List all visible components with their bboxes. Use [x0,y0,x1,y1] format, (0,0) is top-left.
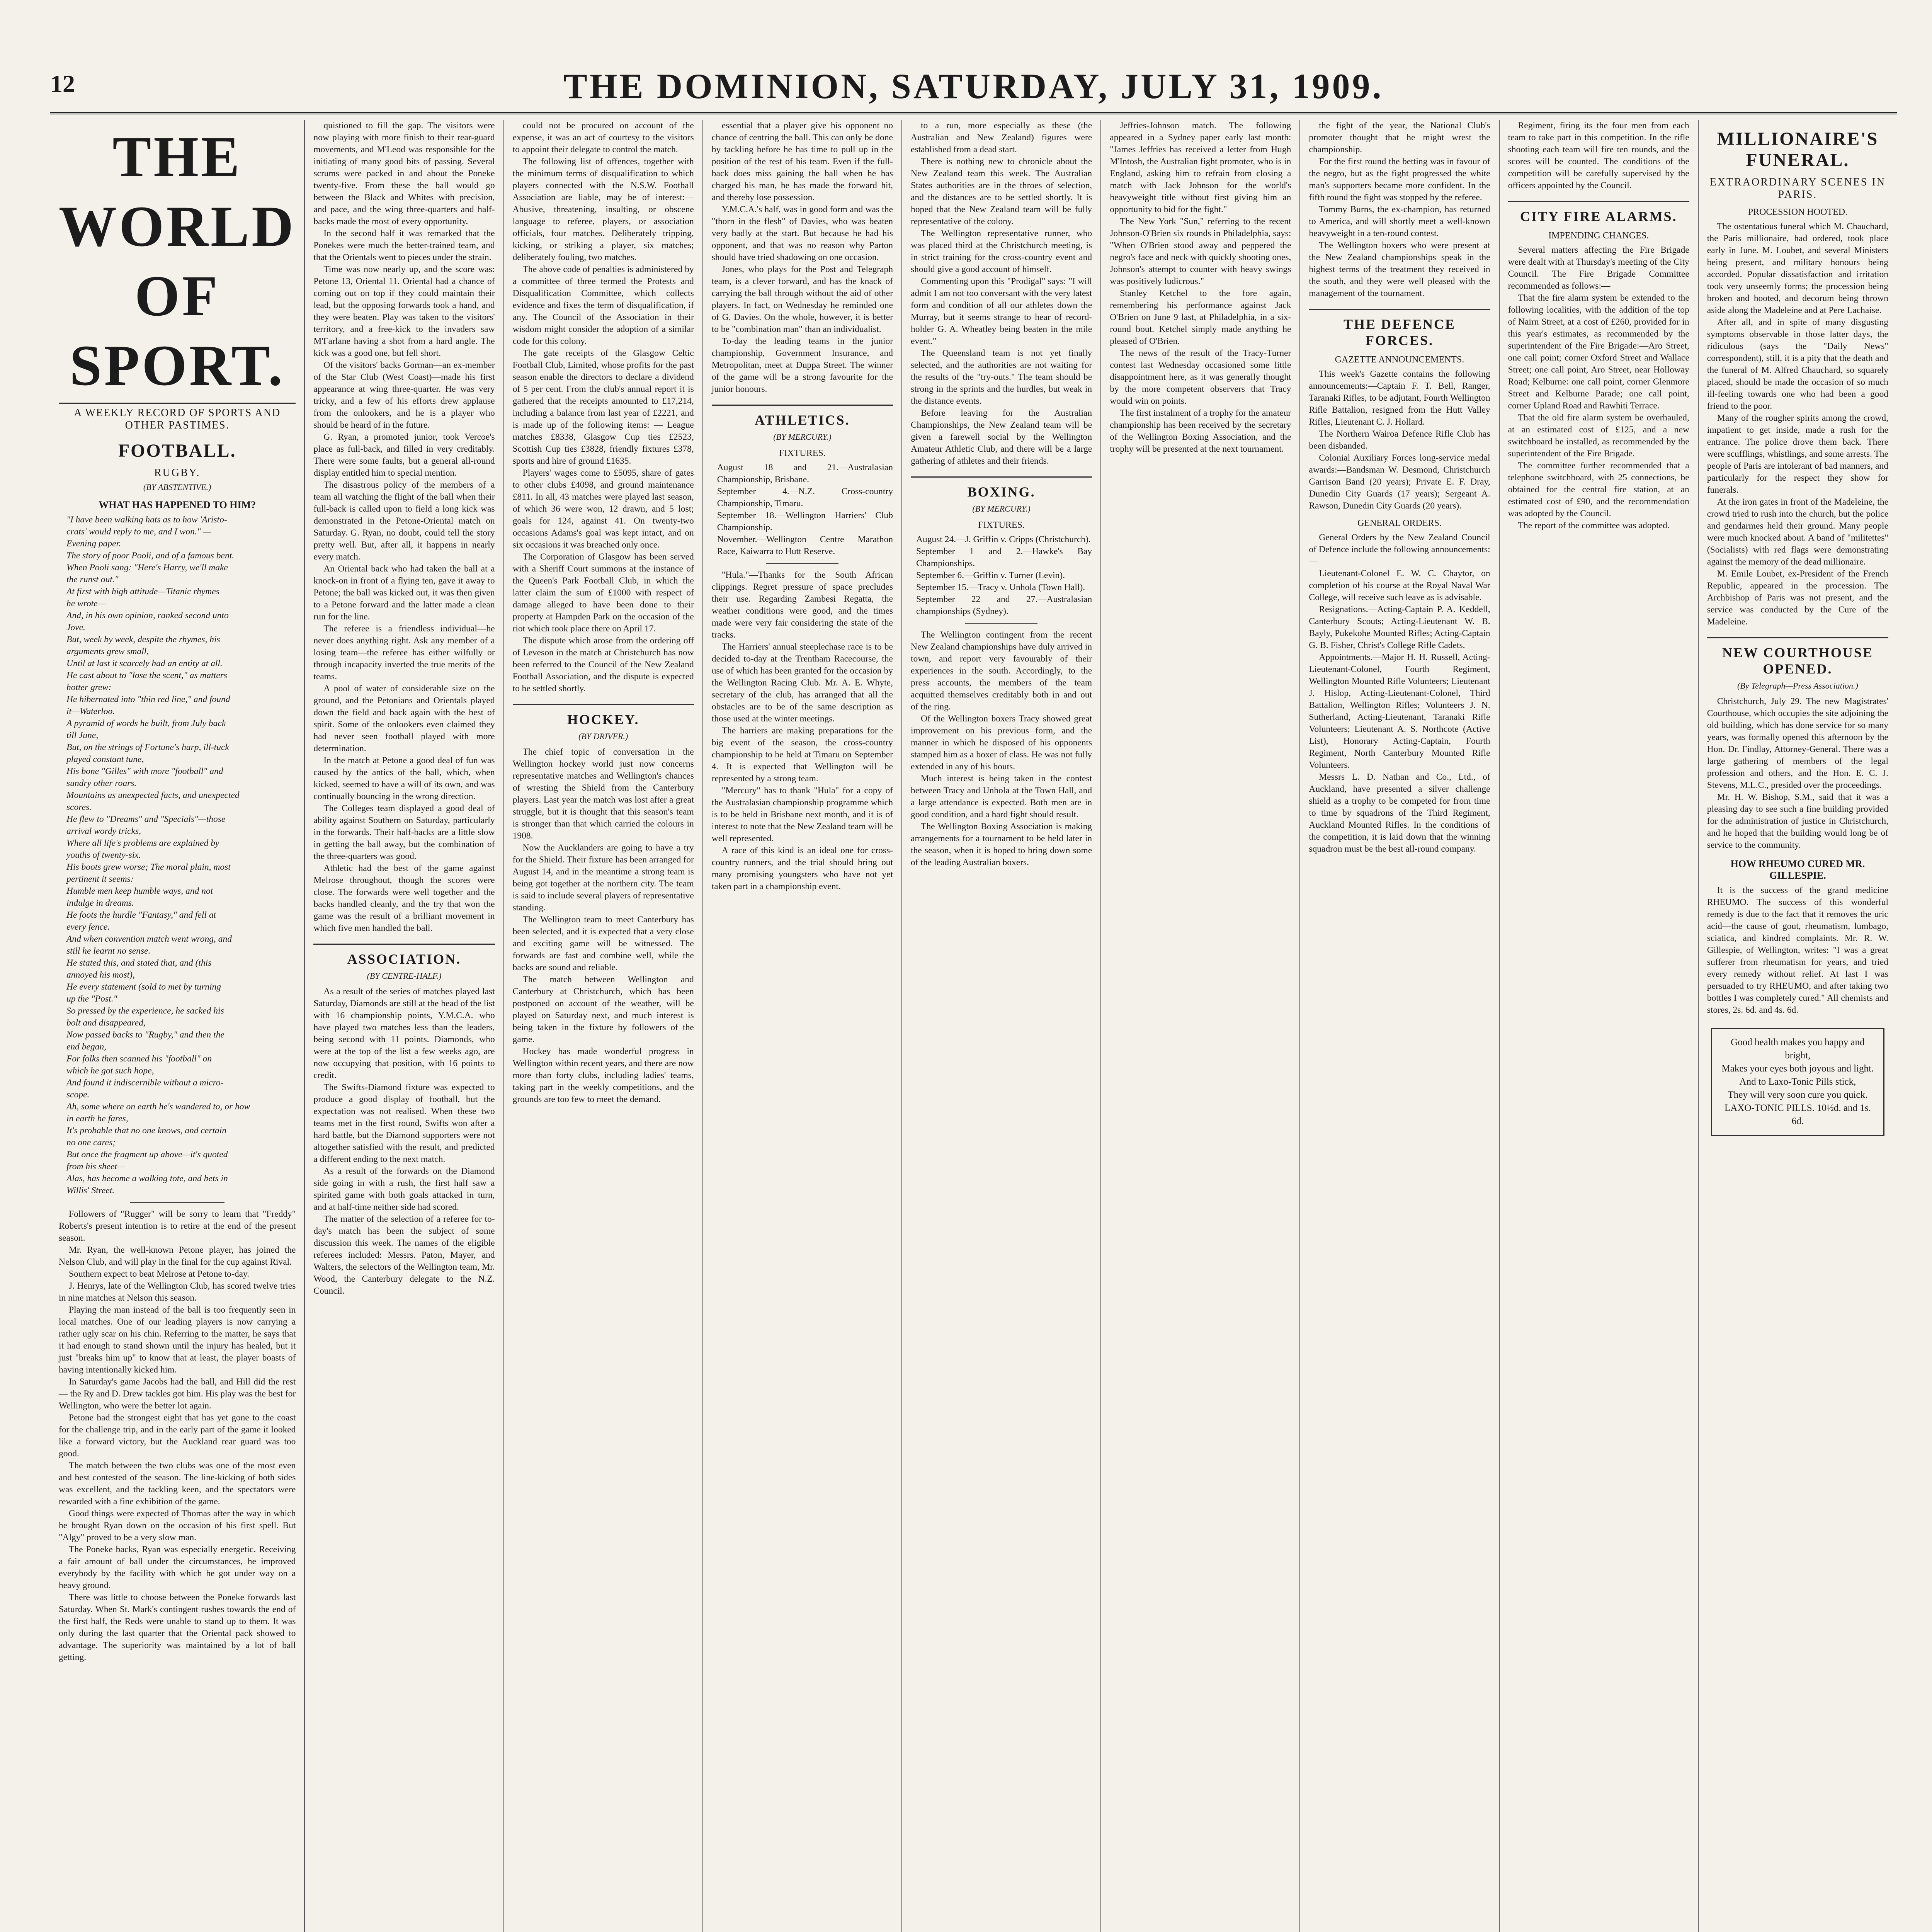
article-paragraph: There is nothing new to chronicle about the New Zealand team this week. The Australian States authorities are in the throes of selection, and the distances are to be settled shortly. It is hoped that the New Zealand team will be fully representative of the colony. [910,156,1092,226]
football-heading: FOOTBALL. [118,440,236,461]
poem-line: every fence. [66,922,110,932]
poem-line: bolt and disappeared, [66,1018,146,1028]
fixture-item: August 18 and 21.—Australasian Championship, Brisbane. [717,463,893,485]
fixture-item: September 15.—Tracy v. Unhola (Town Hall). [916,582,1085,592]
poem-line: Where all life's problems are explained by [66,838,219,848]
article-paragraph: Now the Aucklanders are going to have a try for the Shield. Their fixture has been arranged for August 14, and in the meantime a strong team is being got together at the northern city. The team is said to include several players of representative standing. [512,843,694,913]
poem-line: His bone "Gilles" with more "football" and [66,766,223,776]
article-paragraph: Several matters affecting the Fire Brigade were dealt with at Thursday's meeting of the City Council. The Fire Brigade Committee recommended as follows:— [1508,245,1689,291]
millionaire-subheading: EXTRAORDINARY SCENES IN PARIS. [1709,176,1886,201]
article-paragraph: Appointments.—Major H. H. Russell, Acting-Lieutenant-Colonel, Fourth Regiment, Wellington Mounted Rifle Volunteers; Lieutenant J. Hislop, Acting-Lieutenant-Colonel, Third Battalion, Wellington Rifles; Volunteers J. N. Sutherland, Acting-Lieutenant, Taranaki Rifle Volunteers; Lieutenant A. S. Northcote (Active List), Honorary Acting-Captain, Fourth Regiment, North Canterbury Mounted Rifle Volunteers. [1309,652,1490,770]
poem-line: till June, [66,730,99,740]
article-paragraph: Stanley Ketchel to the fore again, remembering his performance against Jack O'Brien on June 9 last, at Philadelphia, in a six-round bout. Ketchel simply made anything he pleased of O'Brien. [1110,288,1291,346]
article-paragraph: Jones, who plays for the Post and Telegraph team, is a clever forward, and has the knack of carrying the ball through without the aid of other players. In fact, on Wednesday he reminded one of G. Davies. On the whole, however, it is better to be "combination man" than an individualist. [711,264,893,334]
poem-line: At first with high attitude—Titanic rhymes [66,587,219,597]
article-paragraph: This week's Gazette contains the following announcements:—Captain F. T. Bell, Ranger, Taranaki Rifles, to be adjutant, Fourth Wellington Rifle Battalion, resigned from the Hutt Valley Rifles, Lieutenant C. J. Hollard. [1309,369,1490,427]
boxing-heading: BOXING. [911,476,1092,500]
article-paragraph: could not be procured on account of the expense, it was an act of courtesy to the visitors to appoint their delegate to control the match. [512,121,694,155]
poem-line: He cast about to "lose the scent," as matters [66,670,227,680]
poem-line: But, week by week, despite the rhymes, his [66,634,220,645]
poem-line: scope. [66,1090,90,1100]
advert-line: Makes your eyes both joyous and light. [1721,1063,1874,1074]
poem-line: It's probable that no one knows, and certain [66,1126,227,1136]
laxo-tonic-advert [1711,1028,1884,1136]
article-paragraph: "Hula."—Thanks for the South African clippings. Regret pressure of space precludes their use. Regarding Zambesi Regatta, the weather conditions were good, and the times made were very fair considering the state of the tracks. [711,570,893,640]
courthouse-heading: NEW COURTHOUSE OPENED. [1707,637,1888,677]
article-paragraph: The Corporation of Glasgow has been served with a Sheriff Court summons at the instance of the Queen's Park Football Club, in which the latter claim the sum of £1000 with respect of damage alleged to have been done to their property at Hampden Park on the occasion of the riot which took place there on April 17. [512,552,694,634]
fixture-item: November.—Wellington Centre Marathon Race, Kaiwarra to Hutt Reserve. [717,534,893,556]
fixture-item: August 24.—J. Griffin v. Cripps (Christchurch). [916,534,1091,544]
article-paragraph: Tommy Burns, the ex-champion, has returned to America, and will shortly meet a well-known heavyweight in a ten-round contest. [1309,204,1490,238]
article-paragraph: "Mercury" has to thank "Hula" for a copy of the Australasian championship programme which is to be held in Brisbane next month, and it is of interest to note that the New Zealand team will be well represented. [711,786,893,844]
poem-line: He hibernated into "thin red line," and found [66,694,230,704]
poem-line: which he got such hope, [66,1066,154,1076]
column-2 [304,120,503,1932]
advert-line: LAXO-TONIC PILLS. 10½d. and 1s. 6d. [1725,1103,1871,1126]
article-paragraph: M. Emile Loubet, ex-President of the French Republic, appeared in the procession. The Archbishop of Paris was not present, and the service was conducted by the Cure of the Madeleine. [1707,569,1888,627]
article-paragraph: Playing the man instead of the ball is too frequently seen in local matches. One of our leading players is now carrying a rather ugly scar on his chin. Referring to the matter, he says that it had enough to stand shown until the injury has healed, but it just "breaks him up" to know that at least, the player boasts of having intentionally kicked him. [59,1305,296,1375]
gazette-heading: GAZETTE ANNOUNCEMENTS. [1335,355,1464,365]
article-paragraph: An Oriental back who had taken the ball at a knock-on in front of a flying ten, gave it away to Petone; the ball was kicked out, it was then given to a Petone forward and the latter made a clean run for the line. [313,564,495,622]
poem-line: Jove. [66,622,85,633]
poem-line: from his sheet— [66,1162,125,1172]
poem-line: in earth he fares, [66,1114,128,1124]
fixtures-heading: FIXTURES. [978,520,1025,530]
poem-line: And when convention match went wrong, and [66,934,232,944]
article-paragraph: Before leaving for the Australian Championships, the New Zealand team will be given a farewell social by the Wellington Amateur Athletic Club, and there will be a large gathering of athletes and their friends. [910,408,1092,466]
column-6 [1100,120,1299,1932]
rugby-heading: RUGBY. [154,467,201,479]
article-paragraph: The disastrous policy of the members of a team all watching the flight of the ball when their full-back is called upon to field a long kick was demonstrated in the Petone-Oriental match on Saturday. G. Ryan, no doubt, could tell the story pretty well. But, after all, it happens in nearly every match. [313,480,495,562]
columns [50,120,1897,1932]
article-paragraph: Resignations.—Acting-Captain P. A. Keddell, Canterbury Scouts; Acting-Lieutenant W. B. Bayly, Pukekohe Mounted Rifles; Acting-Captain G. B. Fisher, Christ's College Rifle Cadets. [1309,604,1490,650]
article-paragraph: Much interest is being taken in the contest between Tracy and Unhola at the Town Hall, and a large attendance is expected. Both men are in good condition, and a hard fight should result. [910,774,1092,820]
article-paragraph: to a run, more especially as these (the Australian and New Zealand) figures were established from a dead start. [910,121,1092,155]
article-paragraph: The gate receipts of the Glasgow Celtic Football Club, Limited, whose profits for the past season enable the directors to declare a dividend of 5 per cent. From the club's annual report it is gathered that the receipts amounted to £17,214, including a balance from last year of £2221, and is made up of the following items: — League matches £8338, Glasgow Cup ties £2523, Scottish Cup ties £3828, friendly fixtures £378, sports and hire of ground £1635. [512,348,694,466]
article-paragraph: The matter of the selection of a referee for to-day's match has been the subject of some discussion this week. The names of the eligible referees included: Messrs. Paton, Mayer, and Walters, the selectors of the Wellington team, Mr. Wood, the Canterbury delegate to the N.Z. Council. [313,1214,495,1296]
masthead: THE DOMINION, SATURDAY, JULY 31, 1909. [563,66,1384,106]
page-number: 12 [50,70,75,97]
article-paragraph: Colonial Auxiliary Forces long-service medal awards:—Bandsman W. Desmond, Christchurch Garrison Band (20 years); Private E. F. Dray, Dunedin City Guards (17 years); Sergeant A. Rawson, Dunedin City Guards (20 years). [1309,453,1490,511]
article-paragraph: In Saturday's game Jacobs had the ball, and Hill did the rest — the Ry and D. Drew tackles got him. His play was the best for Wellington, who were the better lot again. [59,1377,296,1411]
poem-line: Evening paper. [66,539,121,549]
article-paragraph: That the old fire alarm system be overhauled, at an estimated cost of £125, and a new switchboard be installed, as recommended by the superintendent of the Fire Brigade. [1508,413,1689,459]
article-paragraph: Regiment, firing its the four men from each team to take part in this competition. In the rifle shooting each team will fire ten rounds, and the scores will be counted. The conditions of the competition will be carefully supervised by the officers appointed by the Council. [1508,121,1689,190]
poem-line: Until at last it scarcely had an entity at all. [66,658,223,668]
poem-line: Humble men keep humble ways, and not [66,886,213,896]
article-paragraph: Y.M.C.A.'s half, was in good form and was the "thorn in the flesh" of Davies, who was beaten very badly at the start. But because he had his opponent, and that was no reason why Parton should have tried shadowing on one occasion. [711,204,893,262]
millionaire-heading: MILLIONAIRE'S FUNERAL. [1717,129,1879,170]
poem-line: And found it indiscernible without a micro- [66,1078,224,1088]
article-paragraph: The harriers are making preparations for the big event of the season, the cross-country championship to be held at Timaru on September 4. It is expected that Wellington will be represented by a strong team. [711,726,893,784]
poem-line: Alas, has become a walking tote, and bets in [66,1173,228,1184]
byline: (BY MERCURY.) [972,504,1031,514]
poem-line: he wrote— [66,599,106,609]
procession-heading: PROCESSION HOOTED. [1748,207,1848,217]
article-paragraph: The dispute which arose from the ordering off of Leveson in the match at Christchurch has now been referred to the Council of the New Zealand Football Association, and the dispute is expected to be settled shortly. [512,636,694,694]
article-paragraph: A race of this kind is an ideal one for cross-country runners, and the trial should bring out many promising youngsters who have not yet taken part in a championship event. [711,845,893,891]
byline: (BY CENTRE-HALF.) [367,971,442,981]
fire-subheading: IMPENDING CHANGES. [1548,231,1649,241]
byline: (By Telegraph—Press Association.) [1737,681,1858,690]
poem-line: pertinent it seems: [66,874,134,884]
poem-line: end began, [66,1042,107,1052]
poem-line: up the "Post." [66,994,117,1004]
article-paragraph: The chief topic of conversation in the Wellington hockey world just now concerns representative matches and Wellington's chances of wresting the Shield from the Canterbury players. Last year the match was lost after a great struggle, but it is thought that this season's team is stronger than that which carried the colours in 1908. [512,747,694,841]
section-subtitle: A WEEKLY RECORD OF SPORTS AND OTHER PASTIMES. [74,407,281,431]
association-heading: ASSOCIATION. [313,944,495,967]
article-paragraph: The Swifts-Diamond fixture was expected to produce a good display of football, but the expectation was not realised. When these two teams met in the first round, Swifts won after a hard battle, but the Diamond supporters were not altogether satisfied with the result, and predicted a different ending to the next match. [313,1082,495,1164]
poem-line: the runst out." [66,575,119,585]
general-orders-heading: GENERAL ORDERS. [1357,518,1442,528]
article-paragraph: Southern expect to beat Melrose at Petone to-day. [69,1269,250,1279]
article-paragraph: The Northern Wairoa Defence Rifle Club has been disbanded. [1309,429,1490,451]
poem-line: "I have been walking hats as to how 'Aristo- [66,515,227,525]
athletics-heading: ATHLETICS. [712,405,893,428]
article-paragraph: essential that a player give his opponent no chance of centring the ball. This can only be done by tackling before he has time to pull up in the position of the rest of his team. Even if the full-back does miss gaining the ball when he has charged his man, he has made the forward hit, and thereby lose possession. [711,121,893,202]
article-paragraph: Christchurch, July 29. The new Magistrates' Courthouse, which occupies the site adjoining the old building, which has done service for so many years, was formally opened this afternoon by the Hon. Dr. Findlay, Attorney-General. There was a large gathering of members of the legal profession and others, and the Hon. E. C. J. Stevens, M.L.C., presided over the proceedings. [1707,696,1888,790]
poem-line: Ah, some where on earth he's wandered to, or how [66,1102,250,1112]
article-paragraph: After all, and in spite of many disgusting symptoms observable in those latter days, the ridiculous (says the "Daily News" correspondent), still, it is a pity that the death and the funeral of M. Alfred Chauchard, so squarely placed, should be made the occasion of so much ill-feeling towards one who had been a good friend to the poor. [1707,317,1888,411]
article-paragraph: Of the Wellington boxers Tracy showed great improvement on his previous form, and the manner in which he disposed of his opponents stamped him as a boxer of class. He was not fully extended in any of his bouts. [910,714,1092,772]
article-paragraph: General Orders by the New Zealand Council of Defence include the following announcements:— [1309,532,1490,566]
article-paragraph: Players' wages come to £5095, share of gates to other clubs £4098, and ground maintenance £811. In all, 43 matches were played last season, of which 36 were won, 12 drawn, and 5 lost; goals for 124, against 41. On twenty-two occasions Adams's goal was kept intact, and on six occasions it was breached only once. [512,468,694,550]
column-5 [901,120,1100,1932]
article-paragraph: The above code of penalties is administered by a committee of three termed the Protests and Disqualification Committee, which collects evidence and fixes the term of disqualification, if any. The Council of the Association in their wisdom might consider the adoption of a similar code for this colony. [512,264,694,346]
article-paragraph: The Wellington team to meet Canterbury has been selected, and it is expected that a very close and exciting game will be witnessed. The forwards are fast and combine well, while the backs are sound and reliable. [512,915,694,973]
poem-line: His boots grew worse; The moral plain, most [66,862,231,872]
article-paragraph: the fight of the year, the National Club's promoter thought that he might wrest the championship. [1309,121,1490,155]
article-paragraph: The Queensland team is not yet finally selected, and the authorities are not waiting for the results of the "try-outs." The team should be strong in the sprints and the hurdles, but weak in the distance events. [910,348,1092,406]
article-paragraph: Commenting upon this "Prodigal" says: "I will admit I am not too conversant with the very latest form and condition of all our athletes down the Murray, but it seems strange to hear of record-holder G. A. Wheatley being beaten in the mile event." [910,276,1092,346]
poem-line: crats' would reply to me, and I won." — [66,527,211,537]
divider [130,1202,224,1203]
section-title: THE WORLD OF SPORT. [59,122,296,404]
fixture-item: September 18.—Wellington Harriers' Club Championship. [717,510,893,532]
article-paragraph: The match between the two clubs was one of the most even and best contested of the season. The line-kicking of both sides was excellent, and the tackling keen, and the spectators were rewarded with a fine exhibition of the game. [59,1461,296,1507]
advert-line: And to Laxo-Tonic Pills stick, [1739,1077,1856,1087]
article-paragraph: Of the visitors' backs Gorman—an ex-member of the Star Club (West Coast)—made his first appearance at wing three-quarter. He was very tricky, and a few of his efforts drew applause from the onlookers, and he is a player who should be heard of in the future. [313,360,495,430]
article-paragraph: Lieutenant-Colonel E. W. C. Chaytor, on completion of his course at the Royal Naval War College, will receive such leave as is advisable. [1309,568,1490,602]
article-paragraph: J. Henrys, late of the Wellington Club, has scored twelve tries in nine matches at Nelson this season. [59,1281,296,1303]
column-4 [702,120,901,1932]
poem-line: But once the fragment up above—it's quoted [66,1150,228,1160]
divider [965,623,1038,624]
article-paragraph: Good things were expected of Thomas after the way in which he brought Ryan down on the occasion of his first spell. But "Algy" proved to be a very slow man. [59,1509,296,1543]
article-paragraph: A pool of water of considerable size on the ground, and the Petonians and Orientals played down the field and back again with the best of spirit. Some of the onlookers even claimed they had never seen football played with more determination. [313,684,495,753]
poem-line: A pyramid of words he built, from July back [66,718,226,728]
article-paragraph: Athletic had the best of the game against Melrose throughout, though the scores were close. The forwards were well together and the backs handled cleanly, and the try that won the game was the result of a brilliant movement in which five men handled the ball. [313,863,495,933]
poem-line: Mountains as unexpected facts, and unexpected [66,790,240,800]
article-paragraph: Time was now nearly up, and the score was: Petone 13, Oriental 11. Oriental had a chance of coming out on top if they could maintain their lead, but the opposing forwards took a hand, and they were beaten. Play was taken to the visitors' territory, and a free-kick to the invaders saw M'Farlane having a shot from a hard angle. The kick was a good one, but fell short. [313,264,495,358]
article-paragraph: The match between Wellington and Canterbury at Christchurch, which has been postponed on account of the weather, will be played on Saturday next, and much interest is being taken in the fixture by followers of the game. [512,975,694,1044]
article-paragraph: G. Ryan, a promoted junior, took Vercoe's place as full-back, and filled in very creditably. There were some faults, but a general all-round display entitled him to special mention. [313,432,495,478]
column-3 [503,120,702,1932]
poem-line: played constant tune, [66,754,144,764]
article-paragraph: The Wellington contingent from the recent New Zealand championships have duly arrived in town, and report very favourably of their experiences in the south. Accordingly, to the press accounts, the members of the team acquitted themselves creditably both in and out of the ring. [910,630,1092,712]
divider [766,563,839,564]
rheumo-heading: HOW RHEUMO CURED MR. GILLESPIE. [1730,858,1865,881]
article-paragraph: The Wellington representative runner, who was placed third at the Christchurch meeting, is in strict training for the cross-country event and should give a good account of himself. [910,228,1092,274]
article-paragraph: quistioned to fill the gap. The visitors were now playing with more finish to their rear-guard movements, and M'Leod was responsible for the initiating of many good bits of passing. Several scrums were packed in and about the Poneke twenty-five. From these the ball would go between the Black and Whites with precision, and pace, and the wing three-quarters and half-backs made the most of every opportunity. [313,121,495,226]
article-paragraph: At the iron gates in front of the Madeleine, the crowd tried to rush into the church, but the police and gendarmes held their ground. Many people were much knocked about. A band of "militettes" (Socialists) with red flags were demonstrating against the memory of the dead millionaire. [1707,497,1888,567]
poem-line: indulge in dreams. [66,898,134,908]
poem-line: no one cares; [66,1138,116,1148]
article-paragraph: As a result of the series of matches played last Saturday, Diamonds are still at the head of the list with 16 championship points, Y.M.C.A. who have played two matches less than the leaders, being second with 11 points. Diamonds, who were at the top of the list a few weeks ago, are now occupying that position, with 16 points to credit. [313,986,495,1080]
poem-line: hotter grew: [66,682,111,692]
article-paragraph: Petone had the strongest eight that has yet gone to the coast for the challenge trip, and in the early part of the game it looked like a forward victory, but the Auckland rear guard was too good. [59,1413,296,1459]
defence-heading: THE DEFENCE FORCES. [1309,309,1490,349]
article-paragraph: The referee is a friendless individual—he never does anything right. Ask any member of a losing team—the referee has either wilfully or through incapacity inverted the true merits of the teams. [313,624,495,682]
advert-line: They will very soon cure you quick. [1728,1090,1868,1100]
poem-line: youths of twenty-six. [66,850,141,860]
poem-line: He flew to "Dreams" and "Specials"—those [66,814,226,824]
article-paragraph: Jeffries-Johnson match. The following appeared in a Sydney paper early last month: "James Jeffries has received a letter from Hugh M'Intosh, the Australian fight promoter, who is in England, asking him to refrain from closing a match with Jack Johnson for the world's heavyweight title without first giving him an opportunity to bid for the fight." [1110,121,1291,214]
fixture-item: September 1 and 2.—Hawke's Bay Championships. [916,546,1092,568]
poem-line: annoyed his most), [66,970,135,980]
article-paragraph: The Wellington Boxing Association is making arrangements for a tournament to be held later in the season, when it is hoped to bring down some of the leading Australian boxers. [910,821,1092,867]
poem-line: When Pooli sang: "Here's Harry, we'll make [66,563,228,573]
article-paragraph: To-day the leading teams in the junior championship, Government Insurance, and Metropolitan, meet at Duppa Street. The winner of the game will be a strong favourite for the junior honours. [711,336,893,394]
article-paragraph: Hockey has made wonderful progress in Wellington within recent years, and there are now more than forty clubs, including ladies' teams, taking part in the weekly competitions, and the grounds are too few to meet the demand. [512,1046,694,1104]
byline: (BY ABSTENTIVE.) [143,482,211,492]
article-paragraph: The committee further recommended that a telephone switchboard, with 25 connections, be obtained for the central fire station, at an estimated cost of £90, and the recommendation was adopted by the Council. [1508,461,1689,519]
article-paragraph: There was little to choose between the Poneke forwards last Saturday. When St. Mark's contingent rushes towards the end of the first half, the Reds were unable to stand up to them. It was only during the last quarter that the Oriental pack showed to advantage. The superiority was maintained by a lot of ball getting. [59,1592,296,1662]
poem-line: But, on the strings of Fortune's harp, ill-tuck [66,742,229,752]
poem-line: He stated this, and stated that, and (this [66,958,212,968]
poem-line: Now passed backs to "Rugby," and then the [66,1030,224,1040]
poem-line: He foots the hurdle "Fantasy," and fell at [66,910,216,920]
article-paragraph: That the fire alarm system be extended to the following localities, with the addition of the top of Nairn Street, at a cost of £260, provided for in this year's estimates, as recommended by the superintendent of the Fire Brigade:—Aro Street, one call point; corner Oxford Street and Wallace Street; one call point, Aro Street, near Holloway Road; Kelburne: one call point, corner Glenmore Street and Kelburne Parade; one call point, corner Upland Road and Rawhiti Terrace. [1508,293,1689,411]
poem-line: sundry other roars. [66,778,137,788]
poem-line: arguments grew small, [66,646,149,656]
poem-line: scores. [66,802,92,812]
article-paragraph: The Colleges team displayed a good deal of ability against Southern on Saturday, particularly in the forwards. Their half-backs are a little slow in getting the ball away, but the combination of the three-quarters was good. [313,803,495,861]
article-paragraph: As a result of the forwards on the Diamond side going in with a rush, the first half saw a spirited game with both goals attacked in turn, and at half-time neither side had scored. [313,1166,495,1212]
poem-line: He every statement (sold to met by turning [66,982,221,992]
fire-alarms-heading: CITY FIRE ALARMS. [1508,201,1689,224]
column-9 [1698,120,1897,1932]
article-paragraph: Mr. Ryan, the well-known Petone player, has joined the Nelson Club, and will play in the final for the cup against Rival. [59,1245,296,1267]
article-paragraph: For the first round the betting was in favour of the negro, but as the fight progressed the white man's supporters became more confident. In the fifth round the fight was stopped by the referee. [1309,156,1490,202]
fixture-item: September 6.—Griffin v. Turner (Levin). [916,570,1065,580]
poem-line: it—Waterloo. [66,706,115,716]
article-paragraph: The New York "Sun," referring to the recent Johnson-O'Brien six rounds in Philadelphia, says: "When O'Brien stood away and peppered the negro's face and neck with quickly shooting ones, Johnson's attempt to counter with heavy swings was positively ludicrous." [1110,216,1291,286]
byline: (BY MERCURY.) [773,432,832,442]
hockey-heading: HOCKEY. [513,704,694,728]
article-paragraph: Mr. H. W. Bishop, S.M., said that it was a pleasing day to see such a fine building provided for the administration of justice in Christchurch, and he hoped that the building would long be of service to the community. [1707,792,1888,850]
poem-line: arrival wordy tricks, [66,826,141,836]
fixture-item: September 4.—N.Z. Cross-country Championship, Timaru. [717,486,893,509]
poem-line: The story of poor Pooli, and of a famous bent. [66,551,235,561]
article-paragraph: The ostentatious funeral which M. Chauchard, the Paris millionaire, had ordered, took place early in June. M. Loubet, and several Ministers being present, and military honours being accorded. Popular dissatisfaction and irritation took very unseemly forms; the procession being broken and hooted, and decorum being thrown aside along the Madeleine and at Pere Lachaise. [1707,221,1888,315]
advert-line: Good health makes you happy and bright, [1731,1037,1865,1061]
article-paragraph: The report of the committee was adopted. [1518,520,1670,531]
fixtures-heading: FIXTURES. [779,448,826,458]
poem-heading: WHAT HAS HAPPENED TO HIM? [99,499,256,510]
article-paragraph: It is the success of the grand medicine RHEUMO. The success of this wonderful remedy is due to the fact that it removes the uric acid—the cause of gout, rheumatism, lumbago, sciatica, and kindred complaints. Mr. R. W. Gillespie, of Wellington, writes: "I was a great sufferer from rheumatism for years, and tried every remedy without relief. At last I was persuaded to try RHEUMO, and after taking two bottles I was completely cured." All chemists and stores, 2s. 6d. and 4s. 6d. [1707,885,1888,1015]
article-paragraph: Many of the rougher spirits among the crowd, impatient to get inside, made a rush for the entrance. The police drove them back. There were scufflings, whistlings, and some arrests. The people of Paris are intolerant of bad manners, and particularly for the respect they show for funerals. [1707,413,1888,495]
poem-line: And, in his own opinion, ranked second unto [66,611,229,621]
article-paragraph: In the second half it was remarked that the Ponekes were much the better-trained team, and that the Orientals went to pieces under the strain. [313,228,495,262]
poem-line: For folks then scanned his "football" on [66,1054,212,1064]
article-paragraph: The first instalment of a trophy for the amateur championship has been received by the secretary of the Wellington Boxing Association, and the trophy will be presented at the next tournament. [1110,408,1291,454]
poem-line: So pressed by the experience, he sacked his [66,1006,224,1016]
article-paragraph: The Wellington boxers who were present at the New Zealand championships speak in the highest terms of the treatment they received in the south, and they were well pleased with the management of the tournament. [1309,240,1490,298]
article-paragraph: The Poneke backs, Ryan was especially energetic. Receiving a fair amount of ball under the circumstances, he improved everybody by the facility with which he got under way on a heavy ground. [59,1544,296,1590]
article-paragraph: The following list of offences, together with the minimum terms of disqualification to which players connected with the N.S.W. Football Association are liable, may be of interest:—Abusive, threatening, insulting, or obscene language to referee, players, or association officials, four matches. Deliberately tripping, kicking, or striking a player, six matches; deliberately fouling, two matches. [512,156,694,262]
article-paragraph: Followers of "Rugger" will be sorry to learn that "Freddy" Roberts's present intention is to retire at the end of the present season. [59,1209,296,1243]
column-1 [50,120,304,1932]
page-header [50,66,1897,114]
article-paragraph: The Harriers' annual steeplechase race is to be decided to-day at the Trentham Racecourse, the use of which has been granted for the occasion by the Wellington Racing Club. Mr. A. E. Whyte, secretary of the club, has arranged that all the obstacles are to be of the same description as those used at the winter meetings. [711,642,893,724]
byline: (BY DRIVER.) [578,731,628,741]
article-paragraph: The news of the result of the Tracy-Turner contest last Wednesday occasioned some little disappointment here, as it was generally thought by the more competent observers that Tracy would win on points. [1110,348,1291,406]
column-7 [1299,120,1498,1932]
column-8 [1499,120,1698,1932]
fixture-item: September 22 and 27.—Australasian championships (Sydney). [916,594,1092,616]
poem-line: still he learnt no sense. [66,946,151,956]
article-paragraph: In the match at Petone a good deal of fun was caused by the antics of the ball, which, when kicked, seemed to have a will of its own, and was continually bouncing in the wrong direction. [313,755,495,801]
poem-line: Willis' Street. [66,1185,115,1196]
article-paragraph: Messrs L. D. Nathan and Co., Ltd., of Auckland, have presented a silver challenge shield as a trophy to be competed for from time to time by squadrons of the Third Regiment, Auckland Mounted Rifles. In the conditions of the competition, it is laid down that the winning squadron must be the best all-round company. [1309,772,1490,854]
